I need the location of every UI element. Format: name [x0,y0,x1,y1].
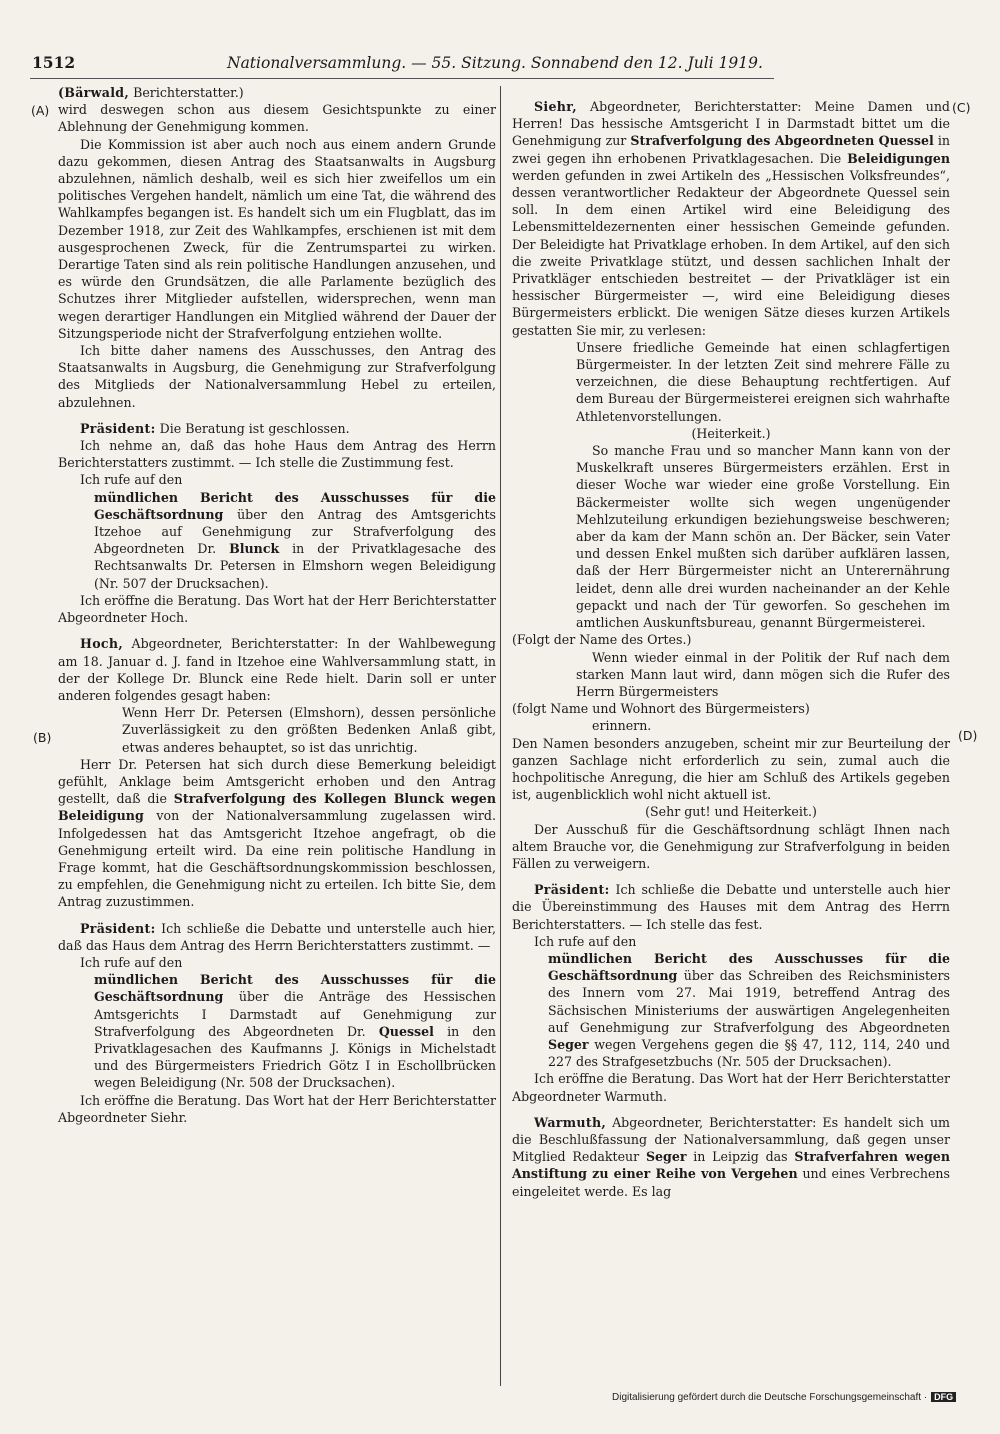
dfg-logo: DFG [931,1392,956,1402]
paragraph: Ich rufe auf den [534,933,637,949]
quote: So manche Frau und so mancher Mann kann von der Muskelkraft unseres Bürgermeisters erzählen. Erst in dieser Woche war wieder eine große Vorstellung. Ein Bäckermeister wollte sich wegen ungenügender Mehlzuteilung erkundigen beziehungsweise beschweren; aber da kam der Mann schön an. Der Bäcker, sein Vater und dessen Enkel mußten sich darüber aufklären lassen, daß der Herr Bürgermeister nicht an Unterernährung leidet, denn alle drei wurden nacheinander an der Kehle gepackt und nach der Tür geworfen. So geschehen im amtlichen Auskunftsbureau, genannt Bürgermeisterei. [576,443,950,631]
paragraph: Herr Dr. Petersen hat sich durch diese Bemerkung beleidigt gefühlt, Anklage beim Amtsgericht erhoben und den Antrag gestellt, daß die Strafverfolgung des Kollegen Blunck wegen Beleidigung von der Nationalversammlung zugelassen wird. Infolgedessen hat das Amtsgericht Itzehoe angefragt, ob die Genehmigung erteilt wird. Da eine rein politische Handlung in Frage kommt, hat die Geschäftsordnungskommission beschlossen, zu empfehlen, die Genehmigung nicht zu erteilen. Ich bitte Sie, dem Antrag zuzustimmen. [58,756,496,910]
interjection: (Sehr gut! und Heiterkeit.) [645,804,817,820]
interjection: (Folgt der Name des Ortes.) [512,632,692,648]
speaker-hoch: Hoch, Abgeordneter, Berichterstatter: In der Wahlbewegung am 18. Januar d. J. fand in Itzehoe eine Wahlversammlung statt, in der der Kollege Dr. Blunck eine Rede hielt. Darin soll er unter anderen folgendes gesagt haben: [58,636,496,703]
paragraph: (Bärwald, Berichterstatter.) [58,85,244,100]
agenda-item: mündlichen Bericht des Ausschusses für die Geschäftsordnung über das Schreiben des Reichsministers des Innern vom 27. Mai 1919, betreffend Antrag des Sächsischen Ministeriums der auswärtigen Angelegenheiten auf Genehmigung zur Strafverfolgung des Abgeordneten Seger wegen Vergehens gegen die §§ 47, 112, 114, 240 und 227 des Strafgesetzbuchs (Nr. 505 der Drucksachen). [548,950,950,1070]
paragraph: Die Kommission ist aber auch noch aus einem andern Grunde dazu gekommen, diesen Antrag des Staatsanwalts in Augsburg abzulehnen, nämlich deshalb, weil es sich hier zweifellos um ein politisches Vergehen handelt, nämlich um eine Tat, die während des Wahlkampfes begangen ist. Es handelt sich um ein Flugblatt, das im Dezember 1918, zur Zeit des Wahlkampfes, erschienen ist mit dem ausgesprochenen Zweck, für die Zentrumspartei zu wirken. Derartige Taten sind als rein politische Handlungen anzusehen, und es würde den Grundsätzen, die alle Parlamente bezüglich des Schutzes ihrer Mitglieder aufstellen, widersprechen, wenn man wegen derartiger Handlungen ein Mitglied während der Dauer der Sitzungsperiode nicht der Strafverfolgung entziehen wollte. [58,136,496,341]
quote: Wenn wieder einmal in der Politik der Ruf nach dem starken Mann laut wird, dann mögen sich die Rufer des Herrn Bürgermeisters [576,649,950,699]
header-rule [30,78,774,79]
margin-marker-a: (A) [31,103,50,118]
paragraph: wird deswegen schon aus diesem Gesichtspunkte zu einer Ablehnung der Genehmigung kommen. [58,102,496,135]
running-title: Nationalversammlung. — 55. Sitzung. Sonnabend den 12. Juli 1919. [227,54,763,72]
margin-marker-d: (D) [958,728,978,743]
paragraph: Ich eröffne die Beratung. Das Wort hat der Herr Berichterstatter Abgeordneter Siehr. [58,1092,496,1125]
paragraph: Den Namen besonders anzugeben, scheint mir zur Beurteilung der ganzen Sachlage nicht erforderlich zu sein, zumal auch die hochpolitische Anregung, die hier am Schluß des Artikels gegeben ist, augenblicklich wohl nicht aktuell ist. [512,735,950,803]
paragraph: Ich eröffne die Beratung. Das Wort hat der Herr Berichterstatter Abgeordneter Warmuth. [512,1071,950,1104]
paragraph: Ich eröffne die Beratung. Das Wort hat der Herr Berichterstatter Abgeordneter Hoch. [58,592,496,626]
interjection: (Heiterkeit.) [691,425,771,441]
paragraph: Ich bitte daher namens des Ausschusses, den Antrag des Staatsanwalts in Augsburg, die Genehmigung zur Strafverfolgung des Mitglieds der Nationalversammlung Hebel zu erteilen, abzulehnen. [58,343,496,410]
credit-text: Digitalisierung gefördert durch die Deutsche Forschungsgemeinschaft · [612,1392,928,1403]
quote: erinnern. [592,718,652,734]
margin-marker-c: (C) [952,100,971,115]
president-statement: Präsident: Ich schließe die Debatte und unterstelle auch hier die Übereinstimmung des Hauses mit dem Antrag des Herrn Berichterstatters. — Ich stelle das fest. [512,882,950,932]
president-statement: Präsident: Die Beratung ist geschlossen. [80,420,350,436]
speaker-warmuth: Warmuth, Abgeordneter, Berichterstatter: Es handelt sich um die Beschlußfassung der Nationalversammlung, daß gegen unser Mitglied Redakteur Seger in Leipzig das Strafverfahren wegen Anstiftung zu einer Reihe von Vergehen und eines Verbrechens eingeleitet werde. Es lag [512,1114,951,1199]
paragraph: Der Ausschuß für die Geschäftsordnung schlägt Ihnen nach altem Brauche vor, die Genehmigung zur Strafverfolgung in beiden Fällen zu verweigern. [512,821,950,871]
agenda-item: mündlichen Bericht des Ausschusses für die Geschäftsordnung über den Antrag des Amtsgerichts Itzehoe auf Genehmigung zur Strafverfolgung des Abgeordneten Dr. Blunck in der Privatklagesache des Rechtsanwalts Dr. Petersen in Elmshorn wegen Beleidigung (Nr. 507 der Drucksachen). [94,489,497,591]
page-header [32,50,772,76]
column-divider [500,86,501,1386]
digitization-credit [612,1392,956,1403]
quote: Wenn Herr Dr. Petersen (Elmshorn), dessen persönliche Zuverlässigkeit zu den größten Bedenken Anlaß gibt, etwas anderes behauptet, so ist das unrichtig. [122,705,496,755]
paragraph: Ich rufe auf den [80,472,183,488]
paragraph: Ich rufe auf den [80,954,183,970]
quote: Unsere friedliche Gemeinde hat einen schlagfertigen Bürgermeister. In der letzten Zeit sind mehrere Fälle zu verzeichnen, die diese Behauptung rechtfertigen. Auf dem Bureau der Bürgermeisterei ereignen sich wahrhafte Athletenvorstellungen. [576,339,950,424]
margin-marker-b: (B) [33,730,52,745]
interjection: (folgt Name und Wohnort des Bürgermeisters) [512,701,810,717]
agenda-item: mündlichen Bericht des Ausschusses für die Geschäftsordnung über die Anträge des Hessischen Amtsgerichts I Darmstadt auf Genehmigung zur Strafverfolgung des Abgeordneten Dr. Quessel in den Privatklagesachen des Kaufmanns J. Königs in Michelstadt und des Bürgermeisters Friedrich Götz I in Eschollbrücken wegen Beleidigung (Nr. 508 der Drucksachen). [94,972,496,1091]
page-number: 1512 [32,53,76,72]
paragraph: Ich nehme an, daß das hohe Haus dem Antrag des Herrn Berichterstatters zustimmt. — Ich stelle die Zustimmung fest. [58,438,496,471]
left-column [58,84,496,1126]
president-statement: Präsident: Ich schließe die Debatte und unterstelle auch hier, daß das Haus dem Antrag des Herrn Berichterstatters zustimmt. — [58,920,496,953]
speaker-siehr: Siehr, Abgeordneter, Berichterstatter: Meine Damen und Herren! Das hessische Amtsgericht I in Darmstadt bittet um die Genehmigung zur Strafverfolgung des Abgeordneten Quessel in zwei gegen ihn erhobenen Privatklagesachen. Die Beleidigungen werden gefunden in zwei Artikeln des „Hessischen Volksfreundes“, dessen verantwortlicher Redakteur der Abgeordnete Quessel sein soll. In dem einen Artikel wird eine Beleidigung des Lebensmitteldezernenten einer hessischen Gemeinde gefunden. Der Beleidigte hat Privatklage erhoben. In dem Artikel, auf den sich die zweite Privatklage stützt, und dessen sachlichen Inhalt der Privatkläger entschieden bestreitet — der Privatkläger ist ein hessischer Bürgermeister —, wird eine Beleidigung dieses Bürgermeisters erblickt. Die wenigen Sätze dieses kurzen Artikels gestatten Sie mir, zu verlesen: [512,99,951,338]
right-column [512,84,950,1200]
